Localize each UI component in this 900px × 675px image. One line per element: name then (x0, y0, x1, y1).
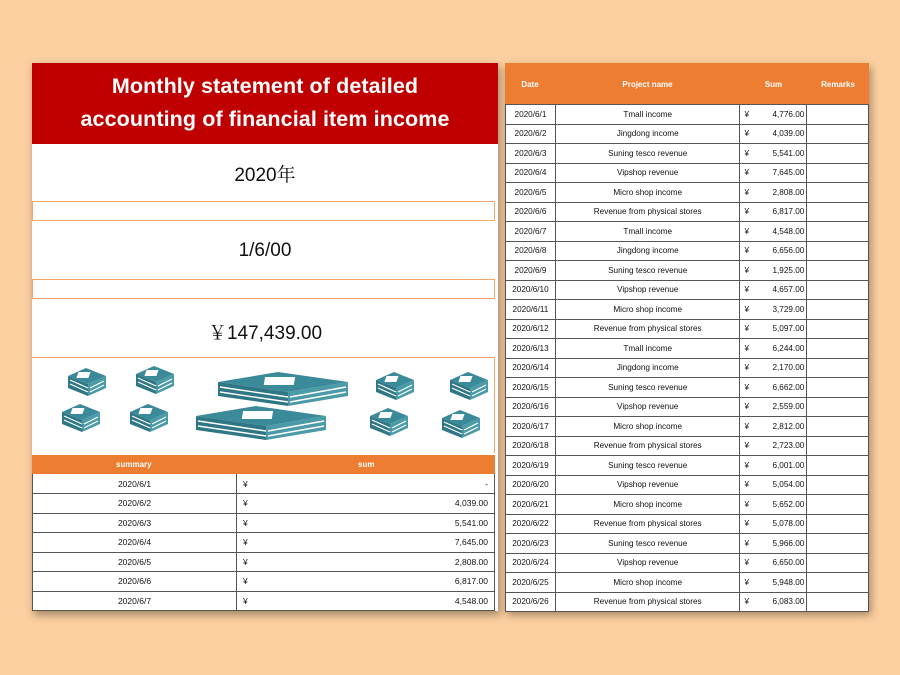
table-row (506, 339, 869, 359)
row-project[interactable]: Jingdong income (555, 124, 740, 144)
row-amount[interactable]: 5,541.00 (754, 144, 807, 164)
title-line-1: Monthly statement of detailed (111, 74, 419, 98)
row-remarks[interactable] (807, 358, 869, 378)
row-amount[interactable]: 2,723.00 (754, 436, 807, 456)
row-remarks[interactable] (807, 105, 869, 125)
row-currency: ¥ (237, 513, 257, 533)
row-remarks[interactable] (807, 417, 869, 437)
table-row (33, 494, 495, 514)
row-date[interactable]: 2020/6/1 (506, 105, 556, 125)
row-remarks[interactable] (807, 475, 869, 495)
row-date[interactable]: 2020/6/18 (506, 436, 556, 456)
row-remarks[interactable] (807, 534, 869, 554)
row-amount[interactable]: 4,657.00 (754, 280, 807, 300)
row-date[interactable]: 2020/6/19 (506, 456, 556, 476)
row-currency: ¥ (740, 378, 754, 398)
table-row (506, 358, 869, 378)
row-currency: ¥ (740, 124, 754, 144)
row-amount[interactable]: - (257, 474, 495, 494)
table-row (506, 592, 869, 612)
row-currency: ¥ (740, 319, 754, 339)
table-row (506, 553, 869, 573)
row-project[interactable]: Tmall income (555, 222, 740, 242)
table-row (506, 417, 869, 437)
date-header: Date (521, 80, 539, 89)
table-row (506, 241, 869, 261)
row-amount[interactable]: 5,541.00 (257, 513, 495, 533)
row-date[interactable]: 2020/6/4 (33, 533, 237, 553)
row-remarks[interactable] (807, 261, 869, 281)
detail-table (505, 104, 869, 612)
row-date[interactable]: 2020/6/11 (506, 300, 556, 320)
row-date[interactable]: 2020/6/25 (506, 573, 556, 593)
row-amount[interactable]: 6,244.00 (754, 339, 807, 359)
table-row (33, 533, 495, 553)
row-amount[interactable]: 2,808.00 (257, 552, 495, 572)
row-currency: ¥ (237, 552, 257, 572)
row-amount[interactable]: 5,948.00 (754, 573, 807, 593)
row-date[interactable]: 2020/6/12 (506, 319, 556, 339)
row-currency: ¥ (740, 163, 754, 183)
row-project[interactable]: Suning tesco revenue (555, 261, 740, 281)
row-date[interactable]: 2020/6/5 (506, 183, 556, 203)
row-remarks[interactable] (807, 144, 869, 164)
row-project[interactable]: Vipshop revenue (555, 553, 740, 573)
row-amount[interactable]: 6,817.00 (257, 572, 495, 592)
row-amount[interactable]: 4,039.00 (754, 124, 807, 144)
row-currency: ¥ (740, 241, 754, 261)
row-currency: ¥ (237, 533, 257, 553)
row-amount[interactable]: 5,966.00 (754, 534, 807, 554)
row-date[interactable]: 2020/6/2 (506, 124, 556, 144)
table-row (506, 514, 869, 534)
row-project[interactable]: Revenue from physical stores (555, 514, 740, 534)
row-currency: ¥ (740, 300, 754, 320)
row-currency: ¥ (740, 553, 754, 573)
row-currency: ¥ (740, 475, 754, 495)
table-row (506, 300, 869, 320)
table-row (506, 144, 869, 164)
row-amount[interactable]: 6,662.00 (754, 378, 807, 398)
total-amount: ￥147,439.00 (207, 323, 323, 344)
table-row (33, 513, 495, 533)
row-amount[interactable]: 4,039.00 (257, 494, 495, 514)
row-amount[interactable]: 5,097.00 (754, 319, 807, 339)
row-remarks[interactable] (807, 222, 869, 242)
row-remarks[interactable] (807, 592, 869, 612)
row-remarks[interactable] (807, 280, 869, 300)
row-project[interactable]: Tmall income (555, 105, 740, 125)
row-date[interactable]: 2020/6/14 (506, 358, 556, 378)
table-row (506, 573, 869, 593)
sum-header: Sum (764, 80, 783, 89)
row-remarks[interactable] (807, 319, 869, 339)
row-amount[interactable]: 6,817.00 (754, 202, 807, 222)
row-currency: ¥ (740, 105, 754, 125)
row-project[interactable]: Revenue from physical stores (555, 202, 740, 222)
sum-header: sum (358, 460, 375, 469)
row-amount[interactable]: 2,808.00 (754, 183, 807, 203)
row-remarks[interactable] (807, 514, 869, 534)
row-currency: ¥ (740, 495, 754, 515)
summary-sheet (32, 63, 498, 611)
row-remarks[interactable] (807, 397, 869, 417)
table-row (33, 552, 495, 572)
row-remarks[interactable] (807, 495, 869, 515)
row-amount[interactable]: 6,650.00 (754, 553, 807, 573)
row-currency: ¥ (740, 358, 754, 378)
row-date[interactable]: 2020/6/16 (506, 397, 556, 417)
table-row (33, 591, 495, 611)
row-currency: ¥ (740, 280, 754, 300)
row-remarks[interactable] (807, 378, 869, 398)
table-row (506, 319, 869, 339)
row-amount[interactable]: 7,645.00 (754, 163, 807, 183)
row-date[interactable]: 2020/6/7 (506, 222, 556, 242)
row-project[interactable]: Suning tesco revenue (555, 456, 740, 476)
table-row (33, 572, 495, 592)
row-amount[interactable]: 2,170.00 (754, 358, 807, 378)
row-date[interactable]: 2020/6/17 (506, 417, 556, 437)
row-project[interactable]: Micro shop income (555, 300, 740, 320)
table-row (506, 534, 869, 554)
row-currency: ¥ (237, 572, 257, 592)
row-date[interactable]: 2020/6/6 (33, 572, 237, 592)
table-row (506, 436, 869, 456)
row-date[interactable]: 2020/6/3 (506, 144, 556, 164)
row-remarks[interactable] (807, 124, 869, 144)
row-date[interactable]: 2020/6/9 (506, 261, 556, 281)
blank-cell-2[interactable] (32, 279, 495, 299)
row-currency: ¥ (740, 183, 754, 203)
row-remarks[interactable] (807, 456, 869, 476)
row-remarks[interactable] (807, 202, 869, 222)
row-project[interactable]: Vipshop revenue (555, 280, 740, 300)
row-currency: ¥ (237, 494, 257, 514)
row-amount[interactable]: 6,656.00 (754, 241, 807, 261)
row-project[interactable]: Suning tesco revenue (555, 144, 740, 164)
row-date[interactable]: 2020/6/20 (506, 475, 556, 495)
row-project[interactable]: Revenue from physical stores (555, 319, 740, 339)
row-project[interactable]: Vipshop revenue (555, 163, 740, 183)
row-date[interactable]: 2020/6/7 (33, 591, 237, 611)
table-row (506, 163, 869, 183)
row-amount[interactable]: 5,652.00 (754, 495, 807, 515)
table-row (506, 456, 869, 476)
title-line-2: accounting of financial item income (80, 107, 450, 131)
page-title (32, 63, 498, 144)
row-date[interactable]: 2020/6/26 (506, 592, 556, 612)
row-remarks[interactable] (807, 300, 869, 320)
row-project[interactable]: Suning tesco revenue (555, 378, 740, 398)
row-amount[interactable]: 3,729.00 (754, 300, 807, 320)
detail-table-header (505, 63, 869, 104)
row-remarks[interactable] (807, 436, 869, 456)
row-date[interactable]: 2020/6/21 (506, 495, 556, 515)
row-date[interactable]: 2020/6/4 (506, 163, 556, 183)
row-amount[interactable]: 1,925.00 (754, 261, 807, 281)
row-currency: ¥ (740, 202, 754, 222)
row-currency: ¥ (740, 436, 754, 456)
remarks-header: Remarks (821, 80, 855, 89)
row-amount[interactable]: 5,054.00 (754, 475, 807, 495)
row-project[interactable]: Jingdong income (555, 358, 740, 378)
row-amount[interactable]: 5,078.00 (754, 514, 807, 534)
row-amount[interactable]: 4,776.00 (754, 105, 807, 125)
summary-table-header (32, 455, 495, 474)
table-row (506, 397, 869, 417)
table-row (506, 261, 869, 281)
row-amount[interactable]: 4,548.00 (754, 222, 807, 242)
row-remarks[interactable] (807, 241, 869, 261)
row-date[interactable]: 2020/6/15 (506, 378, 556, 398)
row-currency: ¥ (740, 592, 754, 612)
table-row (506, 280, 869, 300)
row-date[interactable]: 2020/6/10 (506, 280, 556, 300)
table-row (506, 475, 869, 495)
project-header: Project name (622, 80, 673, 89)
row-remarks[interactable] (807, 183, 869, 203)
blank-cell-1[interactable] (32, 201, 495, 221)
row-amount[interactable]: 6,083.00 (754, 592, 807, 612)
row-date[interactable]: 2020/6/23 (506, 534, 556, 554)
row-date[interactable]: 2020/6/5 (33, 552, 237, 572)
row-project[interactable]: Vipshop revenue (555, 397, 740, 417)
row-currency: ¥ (740, 397, 754, 417)
row-currency: ¥ (740, 417, 754, 437)
table-row (506, 105, 869, 125)
table-row (506, 183, 869, 203)
row-currency: ¥ (740, 222, 754, 242)
row-remarks[interactable] (807, 163, 869, 183)
table-row (506, 495, 869, 515)
table-row (33, 474, 495, 494)
summary-header: summary (116, 460, 152, 469)
row-project[interactable]: Jingdong income (555, 241, 740, 261)
row-currency: ¥ (237, 591, 257, 611)
row-amount[interactable]: 6,001.00 (754, 456, 807, 476)
row-project[interactable]: Suning tesco revenue (555, 534, 740, 554)
detail-sheet (505, 63, 869, 611)
row-project[interactable]: Vipshop revenue (555, 475, 740, 495)
row-project[interactable]: Micro shop income (555, 495, 740, 515)
row-currency: ¥ (740, 144, 754, 164)
row-currency: ¥ (740, 534, 754, 554)
row-remarks[interactable] (807, 339, 869, 359)
row-amount[interactable]: 2,812.00 (754, 417, 807, 437)
row-date[interactable]: 2020/6/8 (506, 241, 556, 261)
row-date[interactable]: 2020/6/22 (506, 514, 556, 534)
table-row (506, 202, 869, 222)
table-row (506, 378, 869, 398)
row-remarks[interactable] (807, 573, 869, 593)
row-project[interactable]: Revenue from physical stores (555, 436, 740, 456)
row-date[interactable]: 2020/6/3 (33, 513, 237, 533)
row-project[interactable]: Tmall income (555, 339, 740, 359)
money-illustration (32, 357, 495, 453)
money-stack-icon (32, 358, 495, 454)
row-amount[interactable]: 7,645.00 (257, 533, 495, 553)
row-date[interactable]: 2020/6/6 (506, 202, 556, 222)
date-label: 1/6/00 (238, 240, 292, 261)
row-currency: ¥ (740, 261, 754, 281)
row-amount[interactable]: 4,548.00 (257, 591, 495, 611)
row-date[interactable]: 2020/6/2 (33, 494, 237, 514)
row-currency: ¥ (740, 339, 754, 359)
table-row (506, 124, 869, 144)
row-remarks[interactable] (807, 553, 869, 573)
row-currency: ¥ (740, 514, 754, 534)
row-project[interactable]: Micro shop income (555, 417, 740, 437)
table-row (506, 222, 869, 242)
row-date[interactable]: 2020/6/24 (506, 553, 556, 573)
row-date[interactable]: 2020/6/13 (506, 339, 556, 359)
row-amount[interactable]: 2,559.00 (754, 397, 807, 417)
row-currency: ¥ (740, 573, 754, 593)
summary-table (32, 474, 495, 611)
row-currency: ¥ (237, 474, 257, 494)
year-label: 2020年 (234, 165, 296, 186)
row-project[interactable]: Micro shop income (555, 183, 740, 203)
row-currency: ¥ (740, 456, 754, 476)
row-project[interactable]: Micro shop income (555, 573, 740, 593)
row-project[interactable]: Revenue from physical stores (555, 592, 740, 612)
row-date[interactable]: 2020/6/1 (33, 474, 237, 494)
